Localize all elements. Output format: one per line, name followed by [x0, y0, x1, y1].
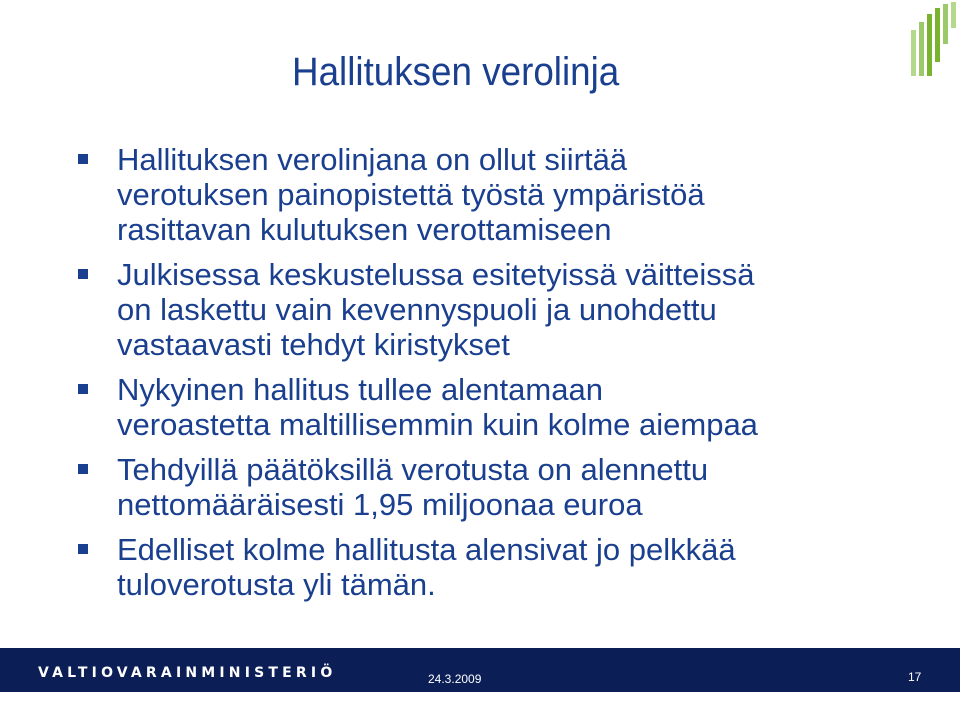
bullet-item	[70, 532, 950, 602]
square-bullet-icon	[78, 544, 88, 554]
bullet-text: Edelliset kolme hallitusta alensivat jo pelkkää tuloverotusta yli tämän.	[117, 532, 736, 602]
square-bullet-icon	[78, 269, 88, 279]
bullet-text: Tehdyillä päätöksillä verotusta on alennettu nettomääräisesti 1,95 miljoonaa euroa	[117, 452, 709, 522]
bullet-item	[70, 452, 950, 522]
bullet-text: Nykyinen hallitus tullee alentamaan veroastetta maltillisemmin kuin kolme aiempaa	[117, 372, 758, 442]
bullet-item	[70, 142, 950, 247]
bullet-list	[70, 142, 950, 612]
square-bullet-icon	[78, 464, 88, 474]
page-number: 17	[908, 670, 922, 684]
footer-divider	[0, 692, 960, 716]
bullet-text: Hallituksen verolinjana on ollut siirtää verotuksen painopistettä työstä ympäristöä rasittavan kulutuksen verottamiseen	[117, 142, 705, 247]
bullet-item	[70, 257, 950, 362]
slide-title: Hallituksen verolinja	[292, 50, 620, 94]
bar-logo-icon	[905, 2, 960, 82]
organization-name: VALTIOVARAINMINISTERIÖ	[38, 665, 337, 681]
bullet-text: Julkisessa keskustelussa esitetyissä väitteissä on laskettu vain kevennyspuoli ja unohdettu vastaavasti tehdyt kiristykset	[117, 257, 755, 362]
square-bullet-icon	[78, 154, 88, 164]
square-bullet-icon	[78, 384, 88, 394]
slide-date: 24.3.2009	[428, 672, 482, 686]
bullet-item	[70, 372, 950, 442]
